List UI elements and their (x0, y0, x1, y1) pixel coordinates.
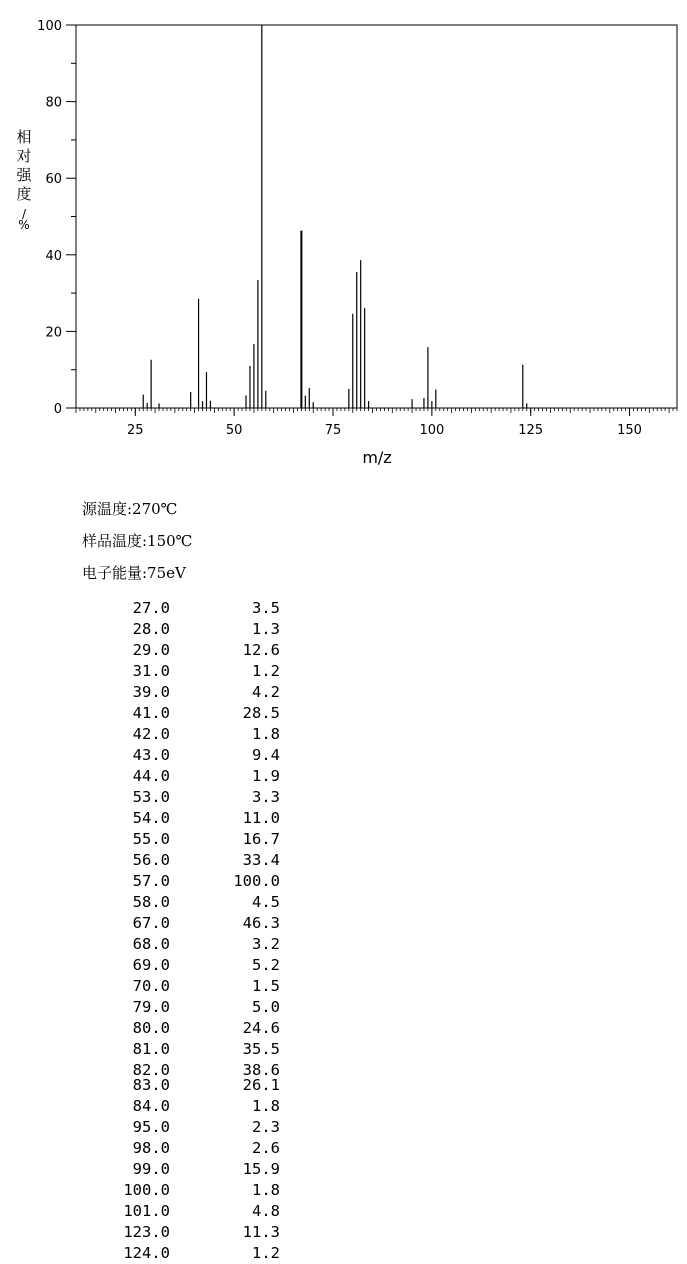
x-tick-label: 100 (419, 423, 445, 438)
y-axis (37, 19, 76, 417)
peak-mz: 81.0 (132, 1040, 170, 1058)
peak-abundance: 33.4 (242, 851, 280, 869)
peak-mz: 53.0 (132, 788, 170, 806)
electron-energy: 电子能量:75eV (82, 564, 186, 582)
peak-mz: 56.0 (132, 851, 170, 869)
peak-abundance: 100.0 (233, 872, 280, 890)
peak-mz: 44.0 (132, 767, 170, 785)
peak-mz: 69.0 (132, 956, 170, 974)
x-tick-label: 75 (324, 423, 342, 438)
x-tick-label: 150 (617, 423, 642, 438)
peak-mz: 42.0 (132, 725, 170, 743)
peak-abundance: 3.3 (252, 788, 280, 806)
peak-mz: 123.0 (123, 1223, 170, 1241)
peak-mz: 83.0 (132, 1076, 170, 1094)
peak-abundance: 1.2 (252, 1244, 280, 1262)
peak-mz: 57.0 (132, 872, 170, 890)
y-tick-label: 0 (53, 402, 62, 417)
peak-abundance: 16.7 (242, 830, 280, 848)
plot-area (76, 25, 677, 408)
peak-abundance: 4.2 (252, 683, 280, 701)
peak-mz: 28.0 (132, 620, 170, 638)
peak-mz: 82.0 (132, 1061, 170, 1079)
peak-abundance: 3.2 (252, 935, 280, 953)
plot-border (76, 25, 677, 408)
peak-abundance: 2.6 (252, 1139, 280, 1157)
peak-abundance: 11.3 (242, 1223, 280, 1241)
spectrum-peaks (143, 25, 527, 408)
sample-temperature: 样品温度:150℃ (82, 532, 193, 550)
peak-abundance: 1.8 (252, 1181, 280, 1199)
peak-abundance: 1.8 (252, 1097, 280, 1115)
peak-mz: 41.0 (132, 704, 170, 722)
peak-abundance: 15.9 (242, 1160, 280, 1178)
peak-mz: 43.0 (132, 746, 170, 764)
acquisition-conditions (82, 493, 192, 589)
peak-abundance: 1.5 (252, 977, 280, 995)
peak-abundance: 35.5 (242, 1040, 280, 1058)
peak-abundance: 46.3 (242, 914, 280, 932)
peak-abundance: 26.1 (242, 1076, 280, 1094)
y-tick-label: 40 (45, 248, 62, 264)
peak-abundance: 38.6 (242, 1061, 280, 1079)
peak-mz: 101.0 (123, 1202, 170, 1220)
peak-abundance: 28.5 (242, 704, 280, 722)
x-tick-label: 50 (225, 423, 243, 438)
peak-abundance: 12.6 (242, 641, 280, 659)
peak-mz: 67.0 (132, 914, 170, 932)
peak-mz: 79.0 (132, 998, 170, 1016)
peak-mz: 55.0 (132, 830, 170, 848)
peak-mz: 31.0 (132, 662, 170, 680)
peak-mz: 27.0 (132, 599, 170, 617)
peak-abundance: 24.6 (242, 1019, 280, 1037)
y-tick-label: 20 (45, 325, 62, 341)
x-tick-label: 125 (518, 423, 544, 438)
x-axis-title: m/z (362, 448, 392, 467)
y-tick-label: 80 (45, 95, 62, 111)
peak-abundance: 1.9 (252, 767, 280, 785)
peak-abundance: 1.2 (252, 662, 280, 680)
peak-mz: 100.0 (123, 1181, 170, 1199)
peak-abundance: 11.0 (242, 809, 280, 827)
peak-mz: 124.0 (123, 1244, 170, 1262)
source-temperature: 源温度:270℃ (82, 500, 178, 518)
peak-abundance: 4.8 (252, 1202, 280, 1220)
peak-abundance: 9.4 (252, 746, 280, 764)
peak-abundance: 1.3 (252, 620, 280, 638)
peak-mz: 68.0 (132, 935, 170, 953)
x-axis (127, 408, 642, 438)
peak-mz: 84.0 (132, 1097, 170, 1115)
peak-mz: 95.0 (132, 1118, 170, 1136)
y-axis-title: 相对强度/ % (16, 128, 32, 232)
peak-abundance: 4.5 (252, 893, 280, 911)
peak-mz: 70.0 (132, 977, 170, 995)
peak-abundance: 3.5 (252, 599, 280, 617)
peak-mz: 99.0 (132, 1160, 170, 1178)
peak-mz: 39.0 (132, 683, 170, 701)
peak-abundance: 5.0 (252, 998, 280, 1016)
mass-spectrum-chart (0, 0, 687, 480)
peak-mz: 80.0 (132, 1019, 170, 1037)
peak-mz: 98.0 (132, 1139, 170, 1157)
peak-mz: 29.0 (132, 641, 170, 659)
peak-abundance: 1.8 (252, 725, 280, 743)
peak-mz: 58.0 (132, 893, 170, 911)
x-minor-ticks (76, 408, 677, 413)
y-tick-label: 60 (45, 172, 62, 188)
y-tick-label: 100 (37, 19, 62, 34)
peak-mz: 54.0 (132, 809, 170, 827)
peak-abundance: 5.2 (252, 956, 280, 974)
peak-abundance: 2.3 (252, 1118, 280, 1136)
x-tick-label: 25 (127, 423, 144, 438)
